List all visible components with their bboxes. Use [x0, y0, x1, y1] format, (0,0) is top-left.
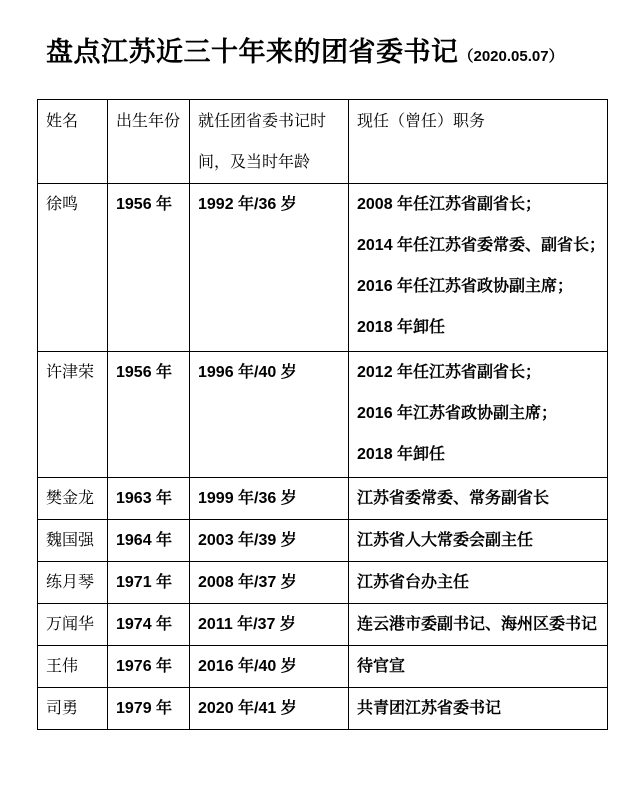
post-line: 2016 年江苏省政协副主席；: [357, 405, 558, 422]
table-row: [38, 520, 608, 562]
page-title: [46, 30, 564, 69]
cell-posts: [349, 688, 608, 730]
cell-posts: [349, 352, 608, 478]
cell-term: 2011 年/37 岁: [190, 604, 349, 646]
header-term: [190, 100, 349, 184]
cell-name: 王伟: [38, 646, 108, 688]
cell-birth: 1974 年: [108, 604, 190, 646]
table-row: [38, 646, 608, 688]
header-posts: 现任（曾任）职务: [349, 100, 608, 184]
cell-birth: 1964 年: [108, 520, 190, 562]
cell-posts: [349, 604, 608, 646]
table-header-row: [38, 100, 608, 184]
cell-term: 1992 年/36 岁: [190, 184, 349, 352]
cell-term: 1996 年/40 岁: [190, 352, 349, 478]
cell-birth: 1979 年: [108, 688, 190, 730]
cell-posts: [349, 562, 608, 604]
cell-birth: 1963 年: [108, 478, 190, 520]
cell-name: 魏国强: [38, 520, 108, 562]
header-name: 姓名: [38, 100, 108, 184]
table-row: [38, 562, 608, 604]
table-row: [38, 604, 608, 646]
cell-term: 1999 年/36 岁: [190, 478, 349, 520]
cell-posts: [349, 520, 608, 562]
secretaries-table: [37, 99, 608, 730]
title-text: 盘点江苏近三十年来的团省委书记: [46, 37, 459, 67]
post-line: 2018 年卸任: [357, 319, 446, 336]
post-line: 共青团江苏省委书记: [357, 700, 502, 717]
post-line: 江苏省委常委、常务副省长: [357, 490, 550, 507]
cell-term: 2020 年/41 岁: [190, 688, 349, 730]
post-line: 2016 年任江苏省政协副主席；: [357, 278, 574, 295]
header-term-line2: 间，及当时年龄: [198, 154, 311, 171]
post-line: 连云港市委副书记、海州区委书记: [357, 616, 598, 633]
cell-name: 许津荣: [38, 352, 108, 478]
cell-posts: [349, 184, 608, 352]
post-line: 江苏省台办主任: [357, 574, 470, 591]
post-line: 待官宣: [357, 658, 406, 675]
table-row: [38, 478, 608, 520]
table-row: [38, 184, 608, 352]
cell-birth: 1976 年: [108, 646, 190, 688]
cell-posts: [349, 478, 608, 520]
table-row: [38, 352, 608, 478]
title-date: （2020.05.07）: [458, 48, 564, 65]
cell-term: 2003 年/39 岁: [190, 520, 349, 562]
header-birth: 出生年份: [108, 100, 190, 184]
cell-term: 2016 年/40 岁: [190, 646, 349, 688]
cell-birth: 1971 年: [108, 562, 190, 604]
cell-term: 2008 年/37 岁: [190, 562, 349, 604]
cell-posts: [349, 646, 608, 688]
cell-name: 樊金龙: [38, 478, 108, 520]
post-line: 2014 年任江苏省委常委、副省长；: [357, 237, 606, 254]
post-line: 2008 年任江苏省副省长；: [357, 196, 542, 213]
post-line: 江苏省人大常委会副主任: [357, 532, 534, 549]
cell-name: 徐鸣: [38, 184, 108, 352]
table-row: [38, 688, 608, 730]
cell-name: 万闻华: [38, 604, 108, 646]
cell-name: 练月琴: [38, 562, 108, 604]
post-line: 2018 年卸任: [357, 446, 446, 463]
header-term-line1: 就任团省委书记时: [198, 113, 327, 130]
cell-name: 司勇: [38, 688, 108, 730]
cell-birth: 1956 年: [108, 352, 190, 478]
cell-birth: 1956 年: [108, 184, 190, 352]
post-line: 2012 年任江苏省副省长；: [357, 364, 542, 381]
